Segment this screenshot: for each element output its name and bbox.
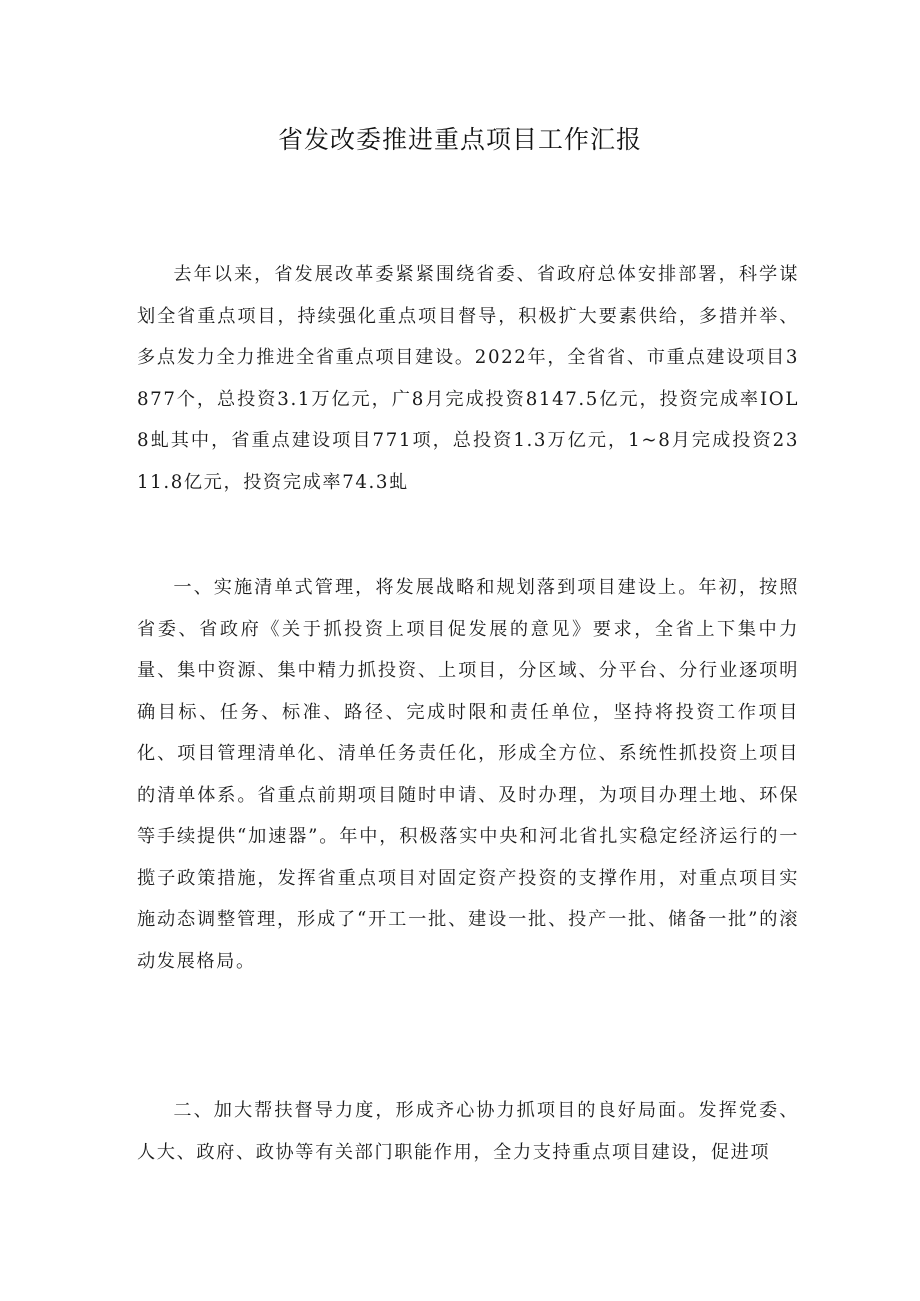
paragraph-section-one: 一、实施清单式管理，将发展战略和规划落到项目建设上。年初，按照省委、省政府《关于抓投资上项目促发展的意见》要求，全省上下集中力量、集中资源、集中精力抓投资、上项目，分区域、分平台、分行业逐项明确目标、任务、标准、路径、完成时限和责任单位，坚持将投资工作项目化、项目管理清单化、清单任务责任化，形成全方位、系统性抓投资上项目的清单体系。省重点前期项目随时申请、及时办理，为项目办理土地、环保等手续提供“加速器”。年中，积极落实中央和河北省扎实稳定经济运行的一揽子政策措施，发挥省重点项目对固定资产投资的支撑作用，对重点项目实施动态调整管理，形成了“开工一批、建设一批、投产一批、储备一批”的滚动发展格局。 [137,577,799,972]
paragraph-section-two: 二、加大帮扶督导力度，形成齐心协力抓项目的良好局面。发挥党委、人大、政府、政协等有关部门职能作用，全力支持重点项目建设，促进项 [137,1100,799,1163]
paragraph-intro: 去年以来，省发展改革委紧紧围绕省委、省政府总体安排部署，科学谋划全省重点项目，持续强化重点项目督导，积极扩大要素供给，多措并举、多点发力全力推进全省重点项目建设。2022年，全省省、市重点建设项目3877个，总投资3.1万亿元，广8月完成投资8147.5亿元，投资完成率IOL8虬其中，省重点建设项目771项，总投资1.3万亿元，1~8月完成投资2311.8亿元，投资完成率74.3虬 [137,264,799,493]
document-title: 省发改委推进重点项目工作汇报 [277,125,642,154]
